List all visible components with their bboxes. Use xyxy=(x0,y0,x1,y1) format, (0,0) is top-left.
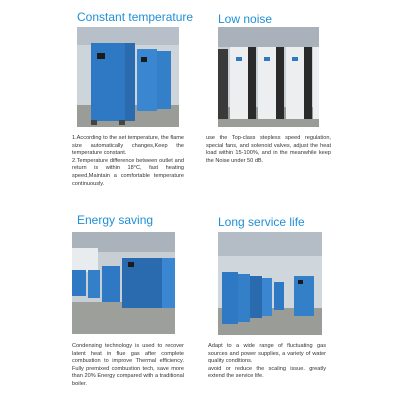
text-line: 1.According to the set temperature, the flame size automatically changes,Keep the temperature constant. xyxy=(72,135,184,157)
boiler-photo-blue-units xyxy=(77,27,179,127)
text-line: Adapt to a wide range of fluctuating gas sources and power supplies, a variety of water quality conditions. xyxy=(208,343,326,365)
boiler-photo-warehouse-row xyxy=(218,232,322,335)
text-line: avoid or reduce the scaling issue. greatly extend the service life. xyxy=(208,365,326,380)
section-text-long-service-life xyxy=(208,343,326,381)
text-line: Condensing technology is used to recover latent heat in flue gas after complete combustion to improve Thermal efficiency. Fully premixed combustion tech, save more than 20% Energy compared with a traditional boiler. xyxy=(72,343,184,387)
boiler-photo-factory-line xyxy=(72,232,175,334)
text-line: 2.Temperature difference between outlet and return is within 18°C, fast heating speed,Maintain a comfortable temperature continuously. xyxy=(72,157,184,187)
boiler-photo-white-units xyxy=(218,27,319,127)
text-line: use the Top-class stepless speed regulation, special fans, and solenoid valves, adjust the heat load within 15-100%, and in the meanwhile keep the Noise under 50 dB. xyxy=(206,135,331,164)
section-title-constant-temperature: Constant temperature xyxy=(77,10,194,24)
section-text-energy-saving xyxy=(72,343,184,389)
section-title-energy-saving: Energy saving xyxy=(77,213,154,227)
section-title-long-service-life: Long service life xyxy=(218,215,305,229)
section-text-constant-temperature xyxy=(72,135,184,188)
section-text-low-noise xyxy=(206,135,331,165)
section-title-low-noise: Low noise xyxy=(218,12,273,26)
